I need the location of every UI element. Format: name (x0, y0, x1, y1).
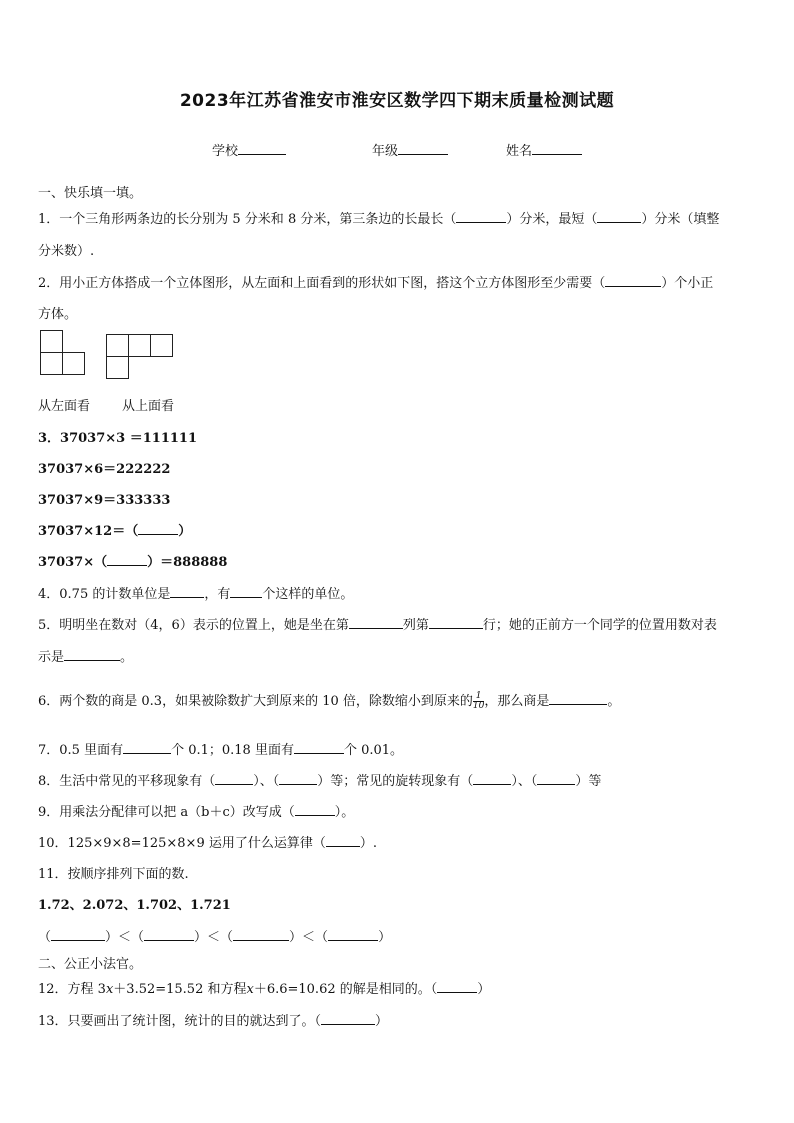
school-label: 学校 (212, 144, 239, 159)
question-5 (38, 614, 717, 633)
q4-text-b: ，有 (204, 587, 231, 602)
grade-blank[interactable] (398, 140, 448, 155)
q7-text-c: 个 0.01。 (343, 743, 404, 758)
question-3-line-1: 3．37037×3 ＝111111 (38, 431, 198, 446)
question-5-cont (38, 646, 133, 665)
q6-text-a: 6．两个数的商是 0.3，如果被除数扩大到原来的 10 倍，除数缩小到原来的 (38, 694, 473, 709)
q6-text-c: 。 (607, 694, 621, 709)
q10-blank[interactable] (326, 832, 360, 847)
name-label: 姓名 (506, 144, 533, 159)
q8-text-a: 8．生活中常见的平移现象有（ (38, 774, 216, 789)
q11-blank-1[interactable] (51, 926, 105, 941)
q7-blank-1[interactable] (123, 739, 171, 754)
question-9 (38, 801, 354, 820)
q7-blank-2[interactable] (294, 739, 344, 754)
q3-l5-text-a: 37037×（ (38, 555, 108, 570)
q4-blank-1[interactable] (170, 583, 204, 598)
q8-text-c: ）等；常见的旋转现象有（ (317, 774, 474, 789)
q2-text-b: ）个小正 (661, 276, 714, 291)
q5-text-b: 列第 (402, 618, 429, 633)
q11-sep-2: ）＜（ (194, 930, 234, 945)
fraction-one-tenth (473, 692, 484, 711)
section-2-heading: 二、公正小法官。 (38, 957, 143, 972)
q8-text-b: ）、（ (253, 774, 280, 789)
q6-text-b: ，那么商是 (484, 694, 550, 709)
q1-blank-2[interactable] (597, 208, 641, 223)
q12-variable-x-2: x (246, 982, 254, 997)
q8-blank-1[interactable] (215, 770, 253, 785)
q5-blank-1[interactable] (349, 614, 403, 629)
question-2-cont: 方体。 (38, 307, 78, 322)
q3-l4-text-b: ） (178, 524, 192, 539)
question-13 (38, 1010, 388, 1029)
q12-text-c: ＋6.6=10.62 的解是相同的。（ (253, 982, 438, 997)
school-blank[interactable] (238, 140, 286, 155)
q11-sep-1: ）＜（ (105, 930, 145, 945)
q3-blank-2[interactable] (107, 551, 147, 566)
q12-text-d: ） (477, 982, 491, 997)
page-title: 2023年江苏省淮安市淮安区数学四下期末质量检测试题 (179, 91, 615, 111)
q11-blank-3[interactable] (233, 926, 289, 941)
q5-text-a: 5．明明坐在数对（4，6）表示的位置上，她是坐在第 (38, 618, 349, 633)
q8-text-e: ）等 (575, 774, 602, 789)
q12-blank[interactable] (437, 978, 477, 993)
q2-blank[interactable] (605, 272, 661, 287)
top-view-cell (106, 334, 129, 357)
q12-text-a: 12．方程 3 (38, 982, 106, 997)
q1-text-c: ）分米（填整 (641, 212, 720, 227)
q5-text-d: 示是 (38, 650, 65, 665)
q9-blank[interactable] (295, 801, 335, 816)
q1-blank-1[interactable] (456, 208, 506, 223)
q13-text-b: ） (375, 1014, 389, 1029)
q8-blank-3[interactable] (473, 770, 511, 785)
q3-l4-text-a: 37037×12＝（ (38, 524, 139, 539)
q6-blank[interactable] (549, 690, 607, 705)
top-view-cell (128, 334, 151, 357)
q8-blank-4[interactable] (537, 770, 575, 785)
q11-close-paren: ） (378, 930, 392, 945)
q1-text-a: 1．一个三角形两条边的长分别为 5 分米和 8 分米，第三条边的长最长（ (38, 212, 457, 227)
q11-blank-2[interactable] (144, 926, 194, 941)
q11-sep-3: ）＜（ (289, 930, 329, 945)
q7-text-b: 个 0.1；0.18 里面有 (171, 743, 294, 758)
question-10 (38, 832, 377, 851)
top-view-cell (106, 356, 129, 379)
q12-text-b: ＋3.52=15.52 和方程 (113, 982, 247, 997)
q13-text-a: 13．只要画出了统计图，统计的目的就达到了。（ (38, 1014, 322, 1029)
grade-label: 年级 (372, 144, 399, 159)
q4-text-a: 4．0.75 的计数单位是 (38, 587, 171, 602)
top-view-cell (150, 334, 173, 357)
grade-field (372, 140, 448, 159)
name-field (506, 140, 582, 159)
top-view-label: 从上面看 (122, 399, 175, 414)
q1-text-b: ）分米，最短（ (506, 212, 598, 227)
q4-text-c: 个这样的单位。 (262, 587, 354, 602)
q13-blank[interactable] (321, 1010, 375, 1025)
question-3-line-5 (38, 551, 227, 570)
q11-blank-4[interactable] (328, 926, 378, 941)
section-1-heading: 一、快乐填一填。 (38, 186, 143, 201)
q5-text-e: 。 (120, 650, 134, 665)
question-12 (38, 978, 490, 997)
question-1-cont: 分米数）. (38, 244, 95, 259)
q12-variable-x-1: x (105, 982, 114, 997)
q2-text-a: 2．用小正方体搭成一个立体图形，从左面和上面看到的形状如下图，搭这个立方体图形至少需要（ (38, 276, 606, 291)
q8-text-d: ）、（ (511, 774, 538, 789)
left-view-cell (62, 352, 85, 375)
question-3-line-2: 37037×6＝222222 (38, 462, 171, 477)
q3-l5-text-b: ）＝888888 (147, 555, 228, 570)
question-4 (38, 583, 353, 602)
q3-blank-1[interactable] (138, 520, 178, 535)
question-7 (38, 739, 403, 758)
fraction-numerator: 1 (473, 692, 484, 702)
q5-text-c: 行；她的正前方一个同学的位置用数对表 (482, 618, 717, 633)
q9-text-b: ）。 (334, 805, 355, 820)
fraction-denominator: 10 (472, 701, 485, 711)
q7-text-a: 7．0.5 里面有 (38, 743, 124, 758)
left-view-label: 从左面看 (38, 399, 91, 414)
q10-text-b: ）. (359, 836, 377, 851)
question-1 (38, 208, 719, 227)
q11-open-paren: （ (38, 930, 52, 945)
question-11-ordering (38, 926, 391, 945)
question-11-numbers: 1.72、2.072、1.702、1.721 (38, 898, 231, 913)
left-view-cell (40, 330, 63, 353)
school-field (212, 140, 286, 159)
question-11: 11．按顺序排列下面的数. (38, 867, 189, 882)
q5-blank-3[interactable] (64, 646, 120, 661)
left-view-cell (40, 352, 63, 375)
question-2 (38, 272, 713, 291)
q5-blank-2[interactable] (429, 614, 483, 629)
q4-blank-2[interactable] (230, 583, 262, 598)
name-blank[interactable] (532, 140, 582, 155)
q8-blank-2[interactable] (279, 770, 317, 785)
left-view-figure (40, 330, 96, 382)
question-3-line-4 (38, 520, 191, 539)
question-8 (38, 770, 601, 789)
question-6 (38, 690, 620, 711)
top-view-figure (106, 334, 178, 382)
question-3-line-3: 37037×9＝333333 (38, 493, 171, 508)
q10-text-a: 10．125×9×8=125×8×9 运用了什么运算律（ (38, 836, 326, 851)
q9-text-a: 9．用乘法分配律可以把 a（b＋c）改写成（ (38, 805, 295, 820)
